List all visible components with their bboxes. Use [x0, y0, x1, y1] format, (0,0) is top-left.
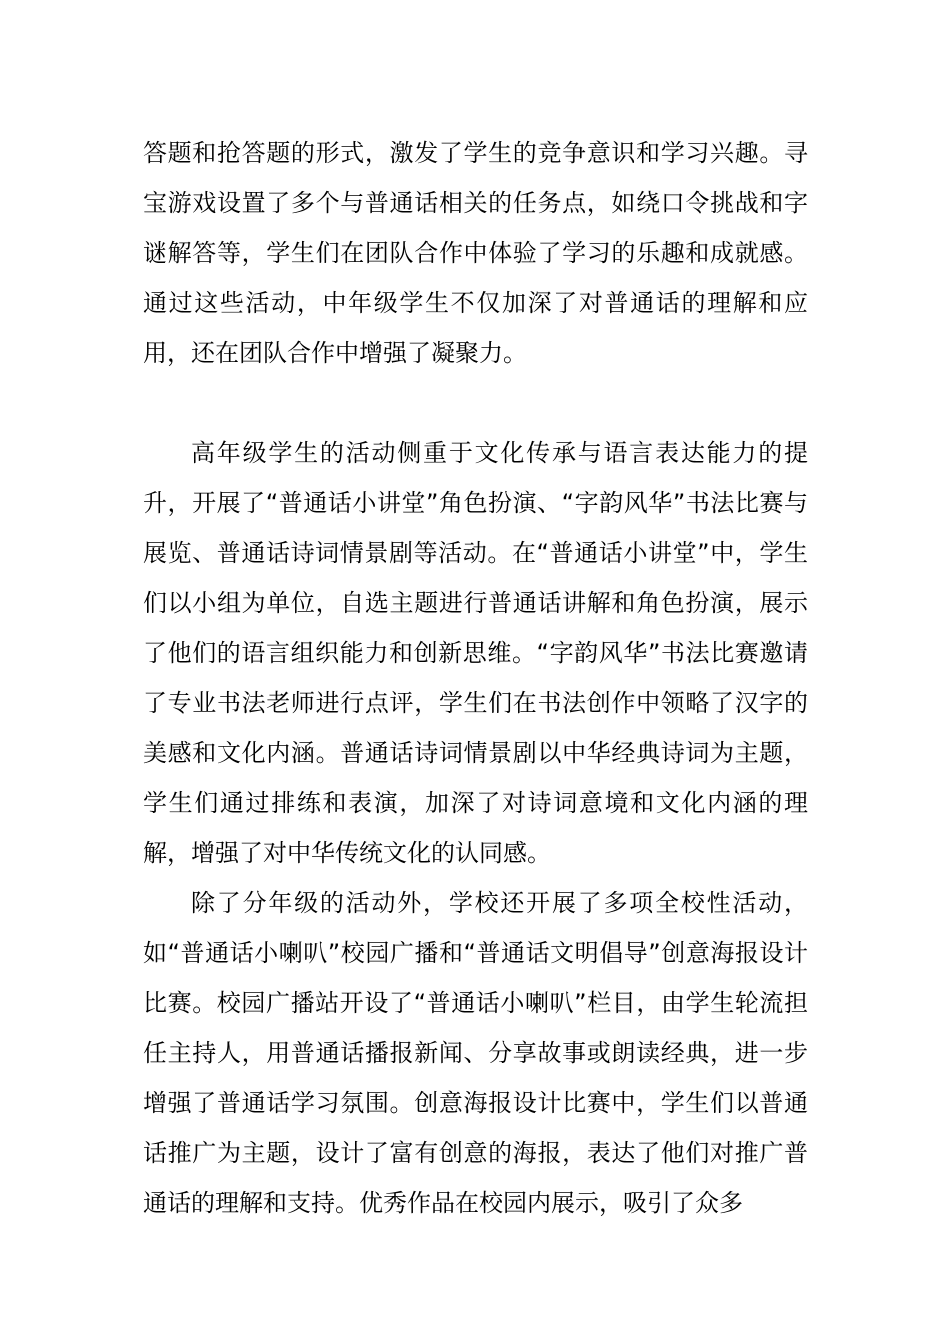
document-body — [143, 128, 808, 1228]
paragraph-school-wide-activities: 除了分年级的活动外，学校还开展了多项全校性活动，如“普通话小喇叭”校园广播和“普通话文明倡导”创意海报设计比赛。校园广播站开设了“普通话小喇叭”栏目，由学生轮流担任主持人，用普通话播报新闻、分享故事或朗读经典，进一步增强了普通话学习氛围。创意海报设计比赛中，学生们以普通话推广为主题，设计了富有创意的海报，表达了他们对推广普通话的理解和支持。优秀作品在校园内展示，吸引了众多 — [143, 889, 808, 1217]
paragraph-senior-grade-activities: 高年级学生的活动侧重于文化传承与语言表达能力的提升，开展了“普通话小讲堂”角色扮演、“字韵风华”书法比赛与展览、普通话诗词情景剧等活动。在“普通话小讲堂”中，学生们以小组为单位，自选主题进行普通话讲解和角色扮演，展示了他们的语言组织能力和创新思维。“字韵风华”书法比赛邀请了专业书法老师进行点评，学生们在书法创作中领略了汉字的美感和文化内涵。普通话诗词情景剧以中华经典诗词为主题，学生们通过排练和表演，加深了对诗词意境和文化内涵的理解，增强了对中华传统文化的认同感。 — [143, 439, 808, 867]
paragraph-continuation: 答题和抢答题的形式，激发了学生的竞争意识和学习兴趣。寻宝游戏设置了多个与普通话相关的任务点，如绕口令挑战和字谜解答等，学生们在团队合作中体验了学习的乐趣和成就感。通过这些活动，中年级学生不仅加深了对普通话的理解和应用，还在团队合作中增强了凝聚力。 — [143, 139, 808, 367]
